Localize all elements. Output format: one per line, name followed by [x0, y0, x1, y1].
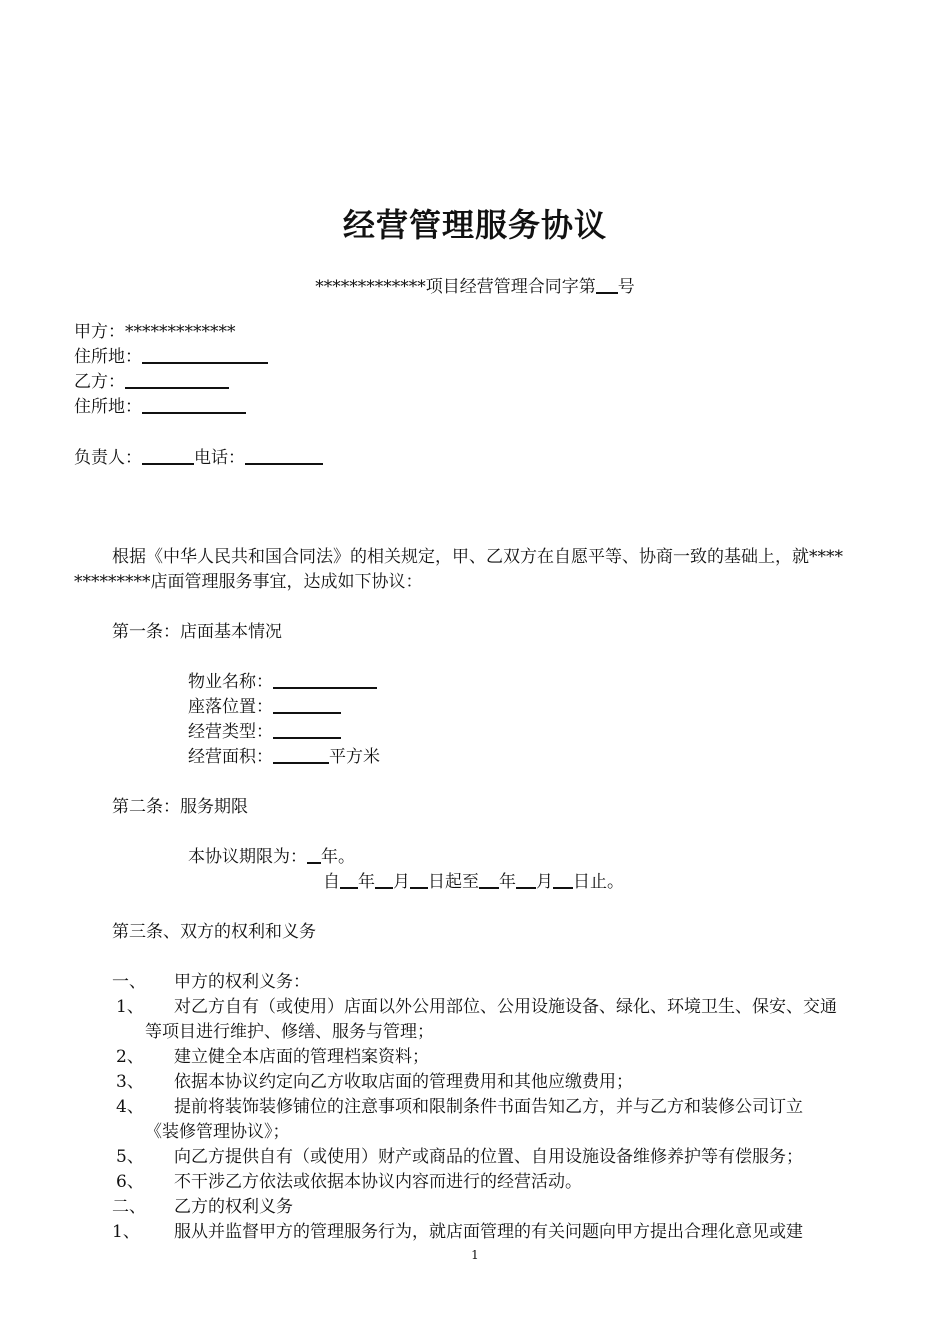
item-text: 服从并监督甲方的管理服务行为，就店面管理的有关问题向甲方提出合理化意见或建: [174, 1222, 803, 1242]
start-year-label: 年: [358, 872, 375, 892]
list-item-a6: [116, 1170, 582, 1195]
term-line: [188, 845, 355, 870]
item-number: 4、: [116, 1097, 144, 1117]
business-type-blank: [273, 720, 341, 739]
intro-line-2: *********店面管理服务事宜，达成如下协议：: [74, 572, 423, 592]
term-years-blank: [307, 845, 321, 864]
section-2-title: 乙方的权利义务: [174, 1197, 293, 1217]
item-number: 1、: [116, 997, 144, 1017]
contact-line: [74, 446, 323, 471]
end-month-label: 月: [536, 872, 553, 892]
business-area-blank: [273, 745, 329, 764]
item-number: 1、: [112, 1222, 140, 1242]
list-item-a5: [116, 1145, 803, 1170]
item-number: 3、: [116, 1072, 144, 1092]
item-number: 5、: [116, 1147, 144, 1167]
property-name-blank: [273, 670, 377, 689]
property-name-label: 物业名称：: [188, 672, 273, 692]
party-b-label: 乙方：: [74, 372, 125, 392]
item-number: 6、: [116, 1172, 144, 1192]
party-b-line: [74, 370, 229, 395]
list-item-a1: [116, 995, 837, 1020]
list-item-a3: [116, 1070, 633, 1095]
item-text: 提前将装饰装修铺位的注意事项和限制条件书面告知乙方，并与乙方和装修公司订立: [174, 1097, 803, 1117]
address-b-label: 住所地：: [74, 397, 142, 417]
area-unit: 平方米: [329, 747, 380, 767]
contact-label: 负责人：: [74, 448, 142, 468]
address-a-line: [74, 345, 268, 370]
item-text: 建立健全本店面的管理档案资料；: [174, 1047, 429, 1067]
list-item-a4-cont: 《装修管理协议》；: [145, 1122, 290, 1142]
end-day-blank: [553, 870, 573, 889]
contract-number-line: [0, 272, 950, 297]
start-day-blank: [410, 870, 428, 889]
address-b-blank: [142, 395, 246, 414]
list-item-a2: [116, 1045, 429, 1070]
contract-number-blank: [596, 275, 618, 294]
item-text: 依据本协议约定向乙方收取店面的管理费用和其他应缴费用；: [174, 1072, 633, 1092]
item-text: 不干涉乙方依法或依据本协议内容而进行的经营活动。: [174, 1172, 582, 1192]
business-area-line: [188, 745, 380, 770]
start-month-blank: [375, 870, 393, 889]
location-blank: [273, 695, 341, 714]
property-name-line: [188, 670, 377, 695]
item-text: 向乙方提供自有（或使用）财产或商品的位置、自用设施设备维修养护等有偿服务；: [174, 1147, 803, 1167]
party-b-blank: [125, 370, 229, 389]
page-number: 1: [471, 1248, 479, 1262]
section-1-title: 甲方的权利义务：: [174, 972, 310, 992]
item-number: 2、: [116, 1047, 144, 1067]
start-year-blank: [340, 870, 358, 889]
list-item-b1: [112, 1220, 803, 1245]
term-label: 本协议期限为：: [188, 847, 307, 867]
end-year-label: 年: [499, 872, 516, 892]
section-2-number: 二、: [112, 1197, 146, 1217]
contract-number-suffix: 号: [617, 277, 635, 297]
document-title: 经营管理服务协议: [342, 206, 607, 244]
end-month-blank: [516, 870, 536, 889]
business-type-line: [188, 720, 341, 745]
section-2-heading: [112, 1195, 293, 1220]
business-type-label: 经营类型：: [188, 722, 273, 742]
contract-number-prefix: *************项目经营管理合同字第: [315, 277, 596, 297]
date-from-label: 自: [323, 872, 340, 892]
end-year-blank: [479, 870, 499, 889]
phone-blank: [245, 446, 323, 465]
party-a-line: [74, 320, 236, 345]
address-a-blank: [142, 345, 268, 364]
section-1-heading: [112, 970, 310, 995]
party-a-label: 甲方：: [74, 322, 125, 342]
article-1-title: 第一条：店面基本情况: [112, 622, 282, 642]
business-area-label: 经营面积：: [188, 747, 273, 767]
contact-blank: [142, 446, 194, 465]
article-2-title: 第二条：服务期限: [112, 797, 248, 817]
location-label: 座落位置：: [188, 697, 273, 717]
list-item-a4: [116, 1095, 803, 1120]
phone-label: 电话：: [194, 448, 245, 468]
list-item-a1-cont: 等项目进行维护、修缮、服务与管理；: [145, 1022, 434, 1042]
end-day-label: 日止。: [573, 872, 624, 892]
section-1-number: 一、: [112, 972, 146, 992]
term-unit: 年。: [321, 847, 355, 867]
article-3-title: 第三条、双方的权利和义务: [112, 922, 316, 942]
address-a-label: 住所地：: [74, 347, 142, 367]
intro-line-1: 根据《中华人民共和国合同法》的相关规定，甲、乙双方在自愿平等、协商一致的基础上，就****: [112, 547, 843, 567]
address-b-line: [74, 395, 246, 420]
start-day-label: 日起至: [428, 872, 479, 892]
start-month-label: 月: [393, 872, 410, 892]
item-text: 对乙方自有（或使用）店面以外公用部位、公用设施设备、绿化、环境卫生、保安、交通: [174, 997, 837, 1017]
date-range-line: [323, 870, 624, 895]
party-a-value: *************: [125, 322, 236, 342]
location-line: [188, 695, 341, 720]
